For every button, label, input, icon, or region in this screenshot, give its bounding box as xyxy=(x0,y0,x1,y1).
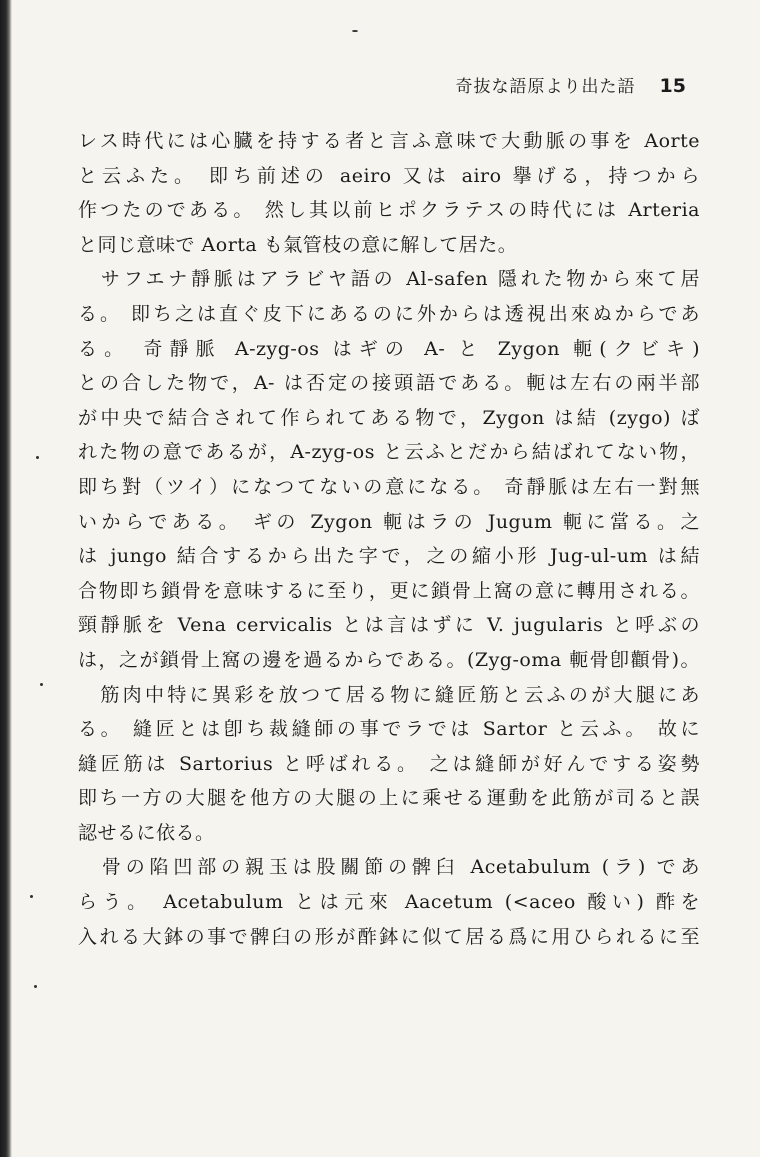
text-line: 筋肉中特に異彩を放つて居る物に縫匠筋と云ふのが大腿にあ xyxy=(78,683,700,706)
running-title: 奇抜な語原より出た語 xyxy=(455,77,636,97)
text-line: る。 奇靜脈 A-zyg-os はギの A- と Zygon 軛(クビキ) xyxy=(78,337,700,360)
page-number: 15 xyxy=(659,75,686,97)
text-line: れた物の意であるが，A-zyg-os と云ふとだから結ばれてない物， xyxy=(78,441,700,464)
text-line: 認せるに依る。 xyxy=(78,821,215,844)
print-speck xyxy=(36,456,39,459)
text-line: が中央で結合されて作られてある物で，Zygon は結 (zygo) ば xyxy=(78,406,700,429)
text-line: 即ち對（ツイ）になつてないの意になる。 奇靜脈は左右一對無 xyxy=(78,475,700,498)
page-header xyxy=(456,72,686,97)
text-line: 即ち一方の大腿を他方の大腿の上に乘せる運動を此筋が司ると誤 xyxy=(78,787,700,810)
page-binding-edge xyxy=(0,0,12,1157)
print-speck xyxy=(34,985,37,988)
print-speck xyxy=(352,30,358,32)
text-line: 骨の陷凹部の親玉は股關節の髀臼 Acetabulum (ラ) であ xyxy=(78,856,700,879)
text-line: る。 即ち之は直ぐ皮下にあるのに外からは透視出來ぬからであ xyxy=(78,302,700,325)
body-text xyxy=(78,124,700,954)
text-line: 作つたのである。 然し其以前ヒポクラテスの時代には Arteria xyxy=(78,199,700,222)
text-line: と同じ意味で Aorta も氣管枝の意に解して居た。 xyxy=(78,233,518,256)
text-line: サフエナ靜脈はアラビヤ語の Al-safen 隱れた物から來て居 xyxy=(78,268,700,291)
text-line: と云ふた。 即ち前述の aeiro 又は airo 擧げる，持つから xyxy=(78,164,700,187)
text-line: は jungo 結合するから出た字で，之の縮小形 Jug-ul-um は結 xyxy=(78,545,700,568)
text-line: 頸靜脈を Vena cervicalis とは言はずに V. jugularis と呼ぶの xyxy=(78,614,700,637)
text-line: いからである。 ギの Zygon 軛はラの Jugum 軛に當る。之 xyxy=(78,510,700,533)
text-line: との合した物で，A- は否定の接頭語である。軛は左右の兩半部 xyxy=(78,372,700,395)
text-line: レス時代には心臓を持する者と言ふ意味で大動脈の事を Aorte xyxy=(78,130,700,152)
text-line: 縫匠筋は Sartorius と呼ばれる。 之は縫師が好んでする姿勢 xyxy=(78,752,700,775)
text-line: らう。 Acetabulum とは元來 Aacetum (<aceo 酸い) 酢を xyxy=(78,891,700,914)
text-line: 合物即ち鎖骨を意味するに至り，更に鎖骨上窩の意に轉用される。 xyxy=(78,579,700,602)
print-speck xyxy=(30,895,33,898)
print-speck xyxy=(40,683,43,686)
text-line: る。 縫匠とは卽ち裁縫師の事でラでは Sartor と云ふ。 故に xyxy=(78,718,700,741)
text-line: 入れる大鉢の事で髀臼の形が酢鉢に似て居る爲に用ひられるに至 xyxy=(78,925,700,948)
text-line: は，之が鎖骨上窩の邊を過るからである。(Zyg-oma 軛骨卽顴骨)。 xyxy=(78,648,700,671)
